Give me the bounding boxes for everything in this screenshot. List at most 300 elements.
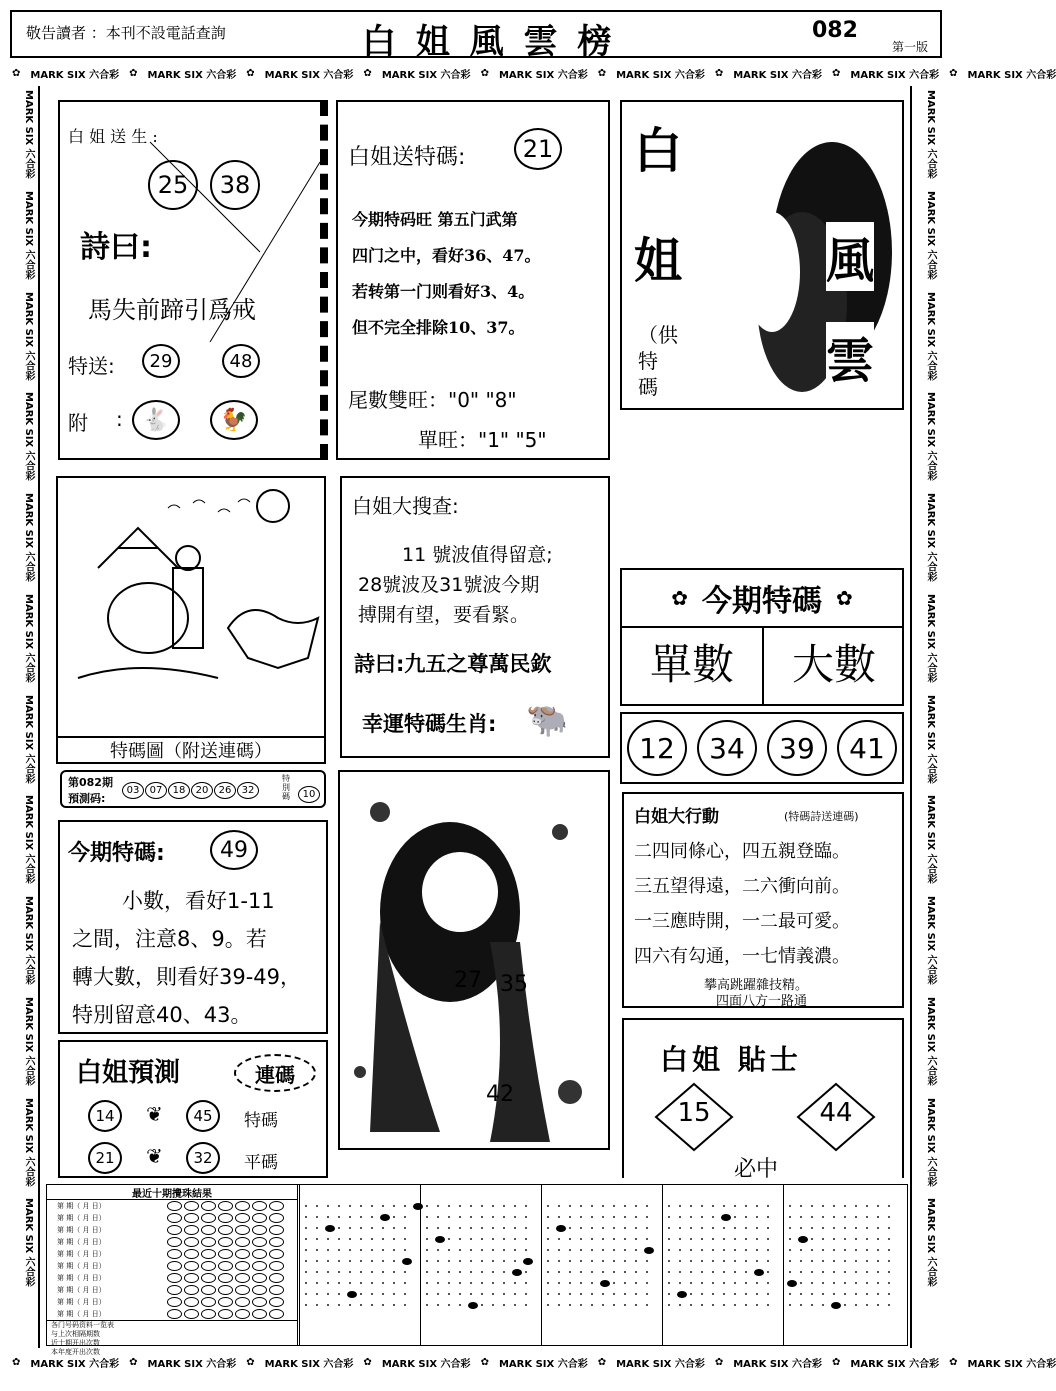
grid-dot [316, 1227, 318, 1229]
num-circle: 41 [837, 720, 897, 776]
grid-dot [756, 1249, 758, 1251]
grid-dot [723, 1249, 725, 1251]
grid-dot [877, 1205, 879, 1207]
grid-dot [635, 1293, 637, 1295]
must-win: 必中 [734, 1157, 779, 1182]
grid-dot [646, 1260, 648, 1262]
grid-dot [569, 1282, 571, 1284]
result-ball-slot [269, 1273, 284, 1283]
result-ball-slot [252, 1213, 267, 1223]
grid-dot [723, 1271, 725, 1273]
grid-dot [525, 1293, 527, 1295]
grid-dot [646, 1293, 648, 1295]
grid-dot [745, 1205, 747, 1207]
grid-dot [404, 1282, 406, 1284]
result-ball-slot [252, 1309, 267, 1319]
num-circle: 07 [145, 782, 167, 799]
grid-dot [745, 1293, 747, 1295]
grid-dot [338, 1216, 340, 1218]
grid-dot [514, 1205, 516, 1207]
grid-dot [305, 1227, 307, 1229]
grid-dot [855, 1238, 857, 1240]
drawn-ball [644, 1247, 654, 1254]
grid-dot [426, 1216, 428, 1218]
issue-number: 082 [812, 18, 858, 43]
grid-dot [525, 1216, 527, 1218]
num-circle: 45 [186, 1100, 220, 1132]
num-circle: 49 [210, 830, 258, 870]
result-ball-slot [235, 1273, 250, 1283]
grid-dot [668, 1282, 670, 1284]
top-border-strip: ✿ MARK SIX 六合彩 ✿ MARK SIX 六合彩 ✿ MARK SIX 六合彩 ✿ MARK SIX 六合彩 ✿ MARK SIX 六合彩 ✿ MARK SIX 六合彩 ✿ MARK SIX 六合彩 ✿ MARK SIX 六合彩 ✿ MARK SIX 六合彩 [12, 67, 1056, 81]
grid-dot [492, 1249, 494, 1251]
grid-dot [470, 1205, 472, 1207]
grid-dot [492, 1216, 494, 1218]
grid-dot [459, 1293, 461, 1295]
grid-dot [624, 1260, 626, 1262]
result-ball-slot [269, 1297, 284, 1307]
grid-dot [327, 1282, 329, 1284]
grid-dot [349, 1304, 351, 1306]
box-big-action [622, 792, 904, 1008]
grid-dot [316, 1249, 318, 1251]
grid-dot [833, 1205, 835, 1207]
grid-dot [382, 1260, 384, 1262]
grid-dot [701, 1205, 703, 1207]
tail-double: 尾數雙旺："0" "8" [348, 388, 517, 412]
grid-dot [492, 1238, 494, 1240]
result-row [47, 1284, 297, 1296]
grid-dot [404, 1216, 406, 1218]
grid-dot [338, 1205, 340, 1207]
left-rule [38, 86, 40, 1348]
grid-dot [393, 1216, 395, 1218]
grid-dot [503, 1238, 505, 1240]
footer-line: 与上次相隔期数 [51, 1330, 100, 1338]
grid-dot [426, 1249, 428, 1251]
cover-char: 姐 [634, 233, 683, 289]
grid-dot [437, 1293, 439, 1295]
grid-dot [426, 1304, 428, 1306]
result-ball-slot [184, 1309, 199, 1319]
result-ball-slot [269, 1213, 284, 1223]
grid-dot [305, 1271, 307, 1273]
grid-dot [712, 1304, 714, 1306]
grid-dot [503, 1227, 505, 1229]
num-circle: 29 [142, 344, 180, 378]
grid-dot [547, 1293, 549, 1295]
grid-dot [580, 1304, 582, 1306]
result-ball-slot [167, 1285, 182, 1295]
big-label: 大數 [791, 640, 876, 689]
grid-dot [866, 1205, 868, 1207]
grid-dot [316, 1282, 318, 1284]
grid-dot [448, 1249, 450, 1251]
grid-dot [668, 1227, 670, 1229]
grid-dot [591, 1260, 593, 1262]
grid-dot [679, 1271, 681, 1273]
grid-dot [635, 1249, 637, 1251]
grid-dot [459, 1260, 461, 1262]
grid-dot [690, 1271, 692, 1273]
predict-label: 預測码: [68, 792, 106, 805]
grid-dot [877, 1227, 879, 1229]
grid-dot [305, 1216, 307, 1218]
result-ball-slot [184, 1297, 199, 1307]
grid-dot [613, 1216, 615, 1218]
grid-dot [811, 1260, 813, 1262]
grid-dot [888, 1260, 890, 1262]
grid-dot [844, 1260, 846, 1262]
grid-dot [701, 1260, 703, 1262]
grid-dot [668, 1238, 670, 1240]
grid-dot [888, 1282, 890, 1284]
num-circle: 03 [122, 782, 144, 799]
grid-dot [833, 1216, 835, 1218]
grid-dot [712, 1260, 714, 1262]
grid-dot [327, 1205, 329, 1207]
grid-dot [690, 1249, 692, 1251]
grid-dot [855, 1216, 857, 1218]
grid-dot [668, 1260, 670, 1262]
grid-separator [783, 1185, 784, 1345]
grid-dot [404, 1271, 406, 1273]
grid-dot [393, 1249, 395, 1251]
grid-dot [404, 1249, 406, 1251]
grid-dot [756, 1227, 758, 1229]
grid-dot [613, 1304, 615, 1306]
grid-dot [470, 1249, 472, 1251]
grid-dot [338, 1260, 340, 1262]
grid-dot [371, 1249, 373, 1251]
grid-dot [426, 1260, 428, 1262]
grid-dot [558, 1216, 560, 1218]
grid-dot [877, 1304, 879, 1306]
grid-dot [822, 1271, 824, 1273]
photo-num: 42 [486, 1082, 514, 1107]
grid-dot [492, 1271, 494, 1273]
grid-dot [800, 1216, 802, 1218]
grid-dot [393, 1293, 395, 1295]
drawn-ball [413, 1203, 423, 1210]
result-ball-slot [269, 1309, 284, 1319]
grid-dot [756, 1304, 758, 1306]
grid-dot [624, 1282, 626, 1284]
num-circle: 48 [222, 344, 260, 378]
grid-dot [734, 1227, 736, 1229]
grid-dot [459, 1205, 461, 1207]
box5-title: 白姐大搜查: [352, 494, 459, 518]
photo-num: 35 [500, 972, 528, 997]
grid-dot [448, 1282, 450, 1284]
grid-dot [888, 1293, 890, 1295]
box-cover-photo [620, 100, 904, 410]
grid-dot [426, 1271, 428, 1273]
grid-dot [459, 1282, 461, 1284]
num-circle: 20 [191, 782, 213, 799]
grid-dot [701, 1249, 703, 1251]
result-ball-slot [201, 1297, 216, 1307]
grid-dot [756, 1205, 758, 1207]
grid-dot [613, 1260, 615, 1262]
drawn-ball [325, 1225, 335, 1232]
grid-dot [800, 1293, 802, 1295]
result-row [47, 1236, 297, 1248]
result-ball-slot [218, 1261, 233, 1271]
grid-dot [382, 1293, 384, 1295]
drawn-ball [677, 1291, 687, 1298]
special-code-label: 特別碼 [282, 774, 290, 801]
special-label: 特送: [68, 354, 115, 378]
grid-dot [668, 1304, 670, 1306]
num-circle: 25 [148, 160, 198, 210]
odd-label: 單數 [649, 640, 734, 689]
result-ball-slot [184, 1213, 199, 1223]
grid-dot [569, 1227, 571, 1229]
result-row-label: 第 期（ 月 日） [57, 1262, 106, 1270]
result-ball-slot [201, 1309, 216, 1319]
num-circle: 39 [767, 720, 827, 776]
grid-dot [745, 1216, 747, 1218]
grid-dot [613, 1282, 615, 1284]
results-table [46, 1184, 908, 1356]
grid-dot [481, 1282, 483, 1284]
grid-dot [580, 1271, 582, 1273]
result-ball-slot [235, 1225, 250, 1235]
grid-dot [613, 1271, 615, 1273]
grid-dot [382, 1227, 384, 1229]
grid-dot [602, 1227, 604, 1229]
leaf-icon: ❦ [146, 1102, 163, 1126]
result-ball-slot [269, 1261, 284, 1271]
grid-dot [712, 1293, 714, 1295]
result-row [47, 1308, 297, 1320]
box6-title-text: 今期特碼 [702, 584, 822, 619]
grid-dot [646, 1282, 648, 1284]
results-title: 最近十期攪珠結果 [47, 1185, 297, 1200]
grid-dot [811, 1293, 813, 1295]
grid-dot [844, 1238, 846, 1240]
grid-dot [723, 1282, 725, 1284]
grid-dot [393, 1260, 395, 1262]
box10-title: 白姐預測 [76, 1058, 181, 1088]
grid-dot [580, 1293, 582, 1295]
grid-dot [371, 1293, 373, 1295]
grid-dot [701, 1282, 703, 1284]
grid-dot [690, 1304, 692, 1306]
grid-dot [602, 1304, 604, 1306]
grid-dot [701, 1227, 703, 1229]
grid-dot [646, 1238, 648, 1240]
box-prediction [58, 1040, 328, 1178]
box-predict-strip [60, 770, 326, 808]
grid-dot [448, 1227, 450, 1229]
grid-dot [712, 1271, 714, 1273]
box2-title: 白姐送特碼: [348, 145, 466, 170]
grid-dot [833, 1249, 835, 1251]
grid-dot [481, 1205, 483, 1207]
grid-dot [338, 1238, 340, 1240]
grid-dot [558, 1249, 560, 1251]
result-ball-slot [218, 1213, 233, 1223]
box-special-code [336, 100, 610, 460]
grid-dot [635, 1304, 637, 1306]
grid-dot [844, 1271, 846, 1273]
grid-dot [734, 1238, 736, 1240]
grid-dot [492, 1304, 494, 1306]
box9-tail: 攀高跳躍雜技精。 [704, 978, 809, 993]
num-circle: 14 [88, 1100, 122, 1132]
grid-dot [734, 1260, 736, 1262]
box-this-issue-nums [620, 712, 904, 784]
num-circle: 32 [186, 1142, 220, 1174]
cover-note: （供特碼 [638, 323, 678, 399]
box9-lines [634, 834, 850, 974]
drawn-ball [435, 1236, 445, 1243]
grid-dot [811, 1282, 813, 1284]
grid-dot [888, 1238, 890, 1240]
header [10, 10, 942, 62]
illustration [58, 478, 324, 736]
result-ball-slot [252, 1297, 267, 1307]
result-ball-slot [218, 1237, 233, 1247]
poem-label: 詩曰: [80, 230, 152, 265]
result-ball-slot [252, 1261, 267, 1271]
grid-dot [547, 1205, 549, 1207]
grid-dot [371, 1304, 373, 1306]
grid-dot [558, 1205, 560, 1207]
grid-dot [547, 1216, 549, 1218]
grid-dot [635, 1271, 637, 1273]
combo-tag: 連碼 [234, 1054, 316, 1092]
grid-dot [591, 1304, 593, 1306]
grid-dot [349, 1205, 351, 1207]
result-ball-slot [269, 1225, 284, 1235]
grid-dot [844, 1216, 846, 1218]
grid-dot [404, 1304, 406, 1306]
num-circle: 18 [168, 782, 190, 799]
grid-dot [844, 1205, 846, 1207]
grid-dot [877, 1249, 879, 1251]
grid-dot [437, 1260, 439, 1262]
grid-dot [492, 1282, 494, 1284]
box-send-numbers [58, 100, 328, 460]
grid-dot [767, 1260, 769, 1262]
grid-dot [404, 1227, 406, 1229]
grid-dot [844, 1293, 846, 1295]
box9-line: 三五望得遠，二六衝向前。 [634, 876, 850, 897]
result-ball-slot [218, 1201, 233, 1211]
grid-dot [822, 1304, 824, 1306]
grid-dot [888, 1205, 890, 1207]
result-ball-slot [184, 1237, 199, 1247]
flower-icon: ✿ [671, 586, 688, 610]
grid-dot [360, 1293, 362, 1295]
grid-dot [602, 1271, 604, 1273]
grid-dot [745, 1227, 747, 1229]
drawn-ball [523, 1258, 533, 1265]
ox-icon: 🐃 [526, 700, 569, 740]
grid-dot [789, 1260, 791, 1262]
grid-dot [525, 1304, 527, 1306]
grid-dot [591, 1227, 593, 1229]
grid-dot [426, 1227, 428, 1229]
result-ball-slot [184, 1249, 199, 1259]
grid-dot [305, 1304, 307, 1306]
tail-single: 單旺："1" "5" [418, 428, 547, 452]
grid-dot [822, 1227, 824, 1229]
grid-dot [635, 1205, 637, 1207]
grid-dot [602, 1260, 604, 1262]
grid-dot [822, 1293, 824, 1295]
grid-dot [624, 1227, 626, 1229]
grid-dot [679, 1216, 681, 1218]
box6-title [622, 570, 902, 626]
grid-dot [503, 1282, 505, 1284]
grid-dot [349, 1260, 351, 1262]
box5-lucky: 幸運特碼生肖: [362, 712, 497, 736]
grid-dot [547, 1238, 549, 1240]
grid-dot [767, 1304, 769, 1306]
result-ball-slot [235, 1213, 250, 1223]
grid-dot [624, 1238, 626, 1240]
grid-dot [525, 1227, 527, 1229]
grid-dot [492, 1205, 494, 1207]
grid-dot [723, 1205, 725, 1207]
box2-lines [352, 202, 541, 346]
grid-dot [690, 1238, 692, 1240]
predict-nums [122, 782, 260, 799]
grid-dot [514, 1260, 516, 1262]
grid-dot [349, 1238, 351, 1240]
grid-dot [888, 1271, 890, 1273]
tip-num: 15 [677, 1098, 711, 1128]
grid-dot [338, 1249, 340, 1251]
grid-dot [734, 1216, 736, 1218]
grid-dot [833, 1282, 835, 1284]
grid-dot [393, 1238, 395, 1240]
result-ball-slot [184, 1201, 199, 1211]
grid-dot [569, 1205, 571, 1207]
grid-dot [712, 1249, 714, 1251]
grid-dot [613, 1238, 615, 1240]
grid-dot [360, 1205, 362, 1207]
result-row-label: 第 期（ 月 日） [57, 1250, 106, 1258]
grid-dot [481, 1216, 483, 1218]
grid-dot [646, 1227, 648, 1229]
grid-dot [382, 1304, 384, 1306]
grid-dot [723, 1238, 725, 1240]
grid-dot [437, 1216, 439, 1218]
results-rows [47, 1200, 297, 1320]
box5-line: 28號波及31號波今期 [358, 574, 540, 596]
result-ball-slot [218, 1297, 233, 1307]
grid-dot [624, 1271, 626, 1273]
grid-dot [756, 1260, 758, 1262]
grid-dot [888, 1304, 890, 1306]
grid-dot [822, 1238, 824, 1240]
header-notice: 敬告讀者 ：本刊不設電話查詢 [26, 24, 226, 42]
predict-issue: 第082期 [68, 776, 113, 789]
result-ball-slot [235, 1249, 250, 1259]
grid-dot [866, 1238, 868, 1240]
grid-dot [844, 1282, 846, 1284]
normal-label: 平碼 [244, 1153, 278, 1173]
result-row [47, 1272, 297, 1284]
box1-heading: 白 姐 送 生 : [68, 127, 158, 146]
grid-dot [404, 1205, 406, 1207]
grid-dot [855, 1260, 857, 1262]
